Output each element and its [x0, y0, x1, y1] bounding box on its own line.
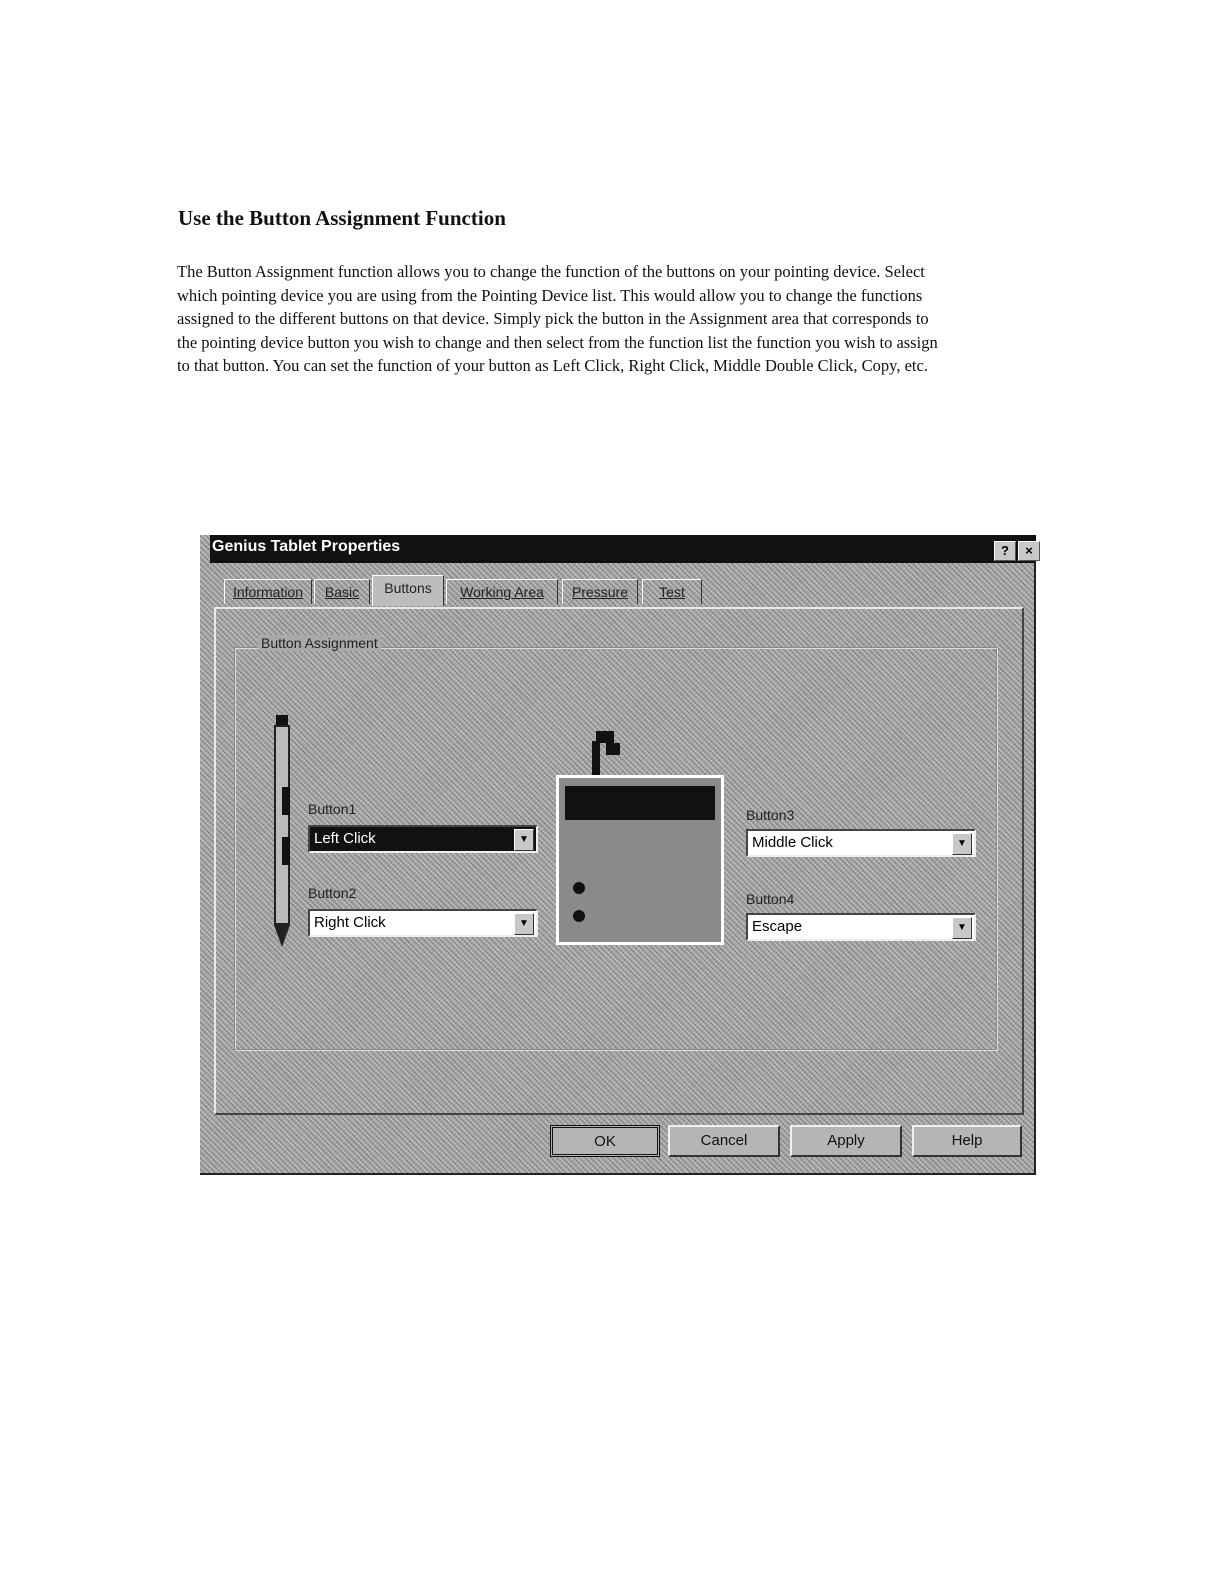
- tab-test[interactable]: Test: [642, 579, 702, 604]
- button1-select[interactable]: [308, 825, 538, 853]
- intro-paragraph: [177, 260, 1102, 378]
- button2-value: Right Click: [314, 914, 386, 931]
- tab-working-area[interactable]: Working Area: [446, 579, 558, 604]
- cancel-button[interactable]: Cancel: [668, 1125, 780, 1157]
- chevron-down-icon[interactable]: ▼: [514, 913, 534, 935]
- tab-information[interactable]: Information: [224, 579, 312, 604]
- group-label: Button Assignment: [258, 635, 381, 651]
- dialog-title: Genius Tablet Properties: [212, 538, 401, 555]
- mouse-illustration: [556, 775, 724, 945]
- tab-buttons[interactable]: Buttons: [372, 575, 444, 606]
- button2-label: Button2: [308, 885, 357, 901]
- paragraph-line: which pointing device you are using from the Pointing Device list. This would allow you to change the functions: [177, 285, 923, 305]
- button4-label: Button4: [746, 891, 795, 907]
- button1-label: Button1: [308, 801, 357, 817]
- paragraph-line: the pointing device button you wish to change and then select from the function list the function you wish to assign: [177, 332, 938, 352]
- button1-value: Left Click: [314, 830, 376, 847]
- paragraph-line: The Button Assignment function allows you to change the function of the buttons on your pointing device. Select: [177, 262, 925, 281]
- page-heading: Use the Button Assignment Function: [178, 206, 506, 230]
- paragraph-line: assigned to the different buttons on that device. Simply pick the button in the Assignment area that corresponds to: [177, 309, 929, 328]
- properties-dialog-screenshot: [200, 535, 1036, 1175]
- help-icon[interactable]: ?: [994, 541, 1016, 561]
- chevron-down-icon[interactable]: ▼: [952, 833, 972, 855]
- button3-select[interactable]: [746, 829, 976, 857]
- close-icon[interactable]: ×: [1018, 541, 1040, 561]
- button3-label: Button3: [746, 807, 795, 823]
- dialog-titlebar: [210, 535, 1036, 563]
- tab-basic[interactable]: Basic: [314, 579, 370, 604]
- help-button[interactable]: Help: [912, 1125, 1022, 1157]
- mouse-cable-icon: [582, 731, 622, 775]
- button3-value: Middle Click: [752, 834, 833, 851]
- chevron-down-icon[interactable]: ▼: [514, 829, 534, 851]
- button4-select[interactable]: [746, 913, 976, 941]
- paragraph-line: to that button. You can set the function of your button as Left Click, Right Click, Middle Double Click, Copy, etc.: [177, 356, 928, 375]
- ok-button[interactable]: OK: [550, 1125, 660, 1157]
- tab-pressure[interactable]: Pressure: [562, 579, 638, 604]
- pen-illustration: [272, 725, 294, 955]
- button2-select[interactable]: [308, 909, 538, 937]
- apply-button[interactable]: Apply: [790, 1125, 902, 1157]
- button4-value: Escape: [752, 918, 803, 935]
- chevron-down-icon[interactable]: ▼: [952, 917, 972, 939]
